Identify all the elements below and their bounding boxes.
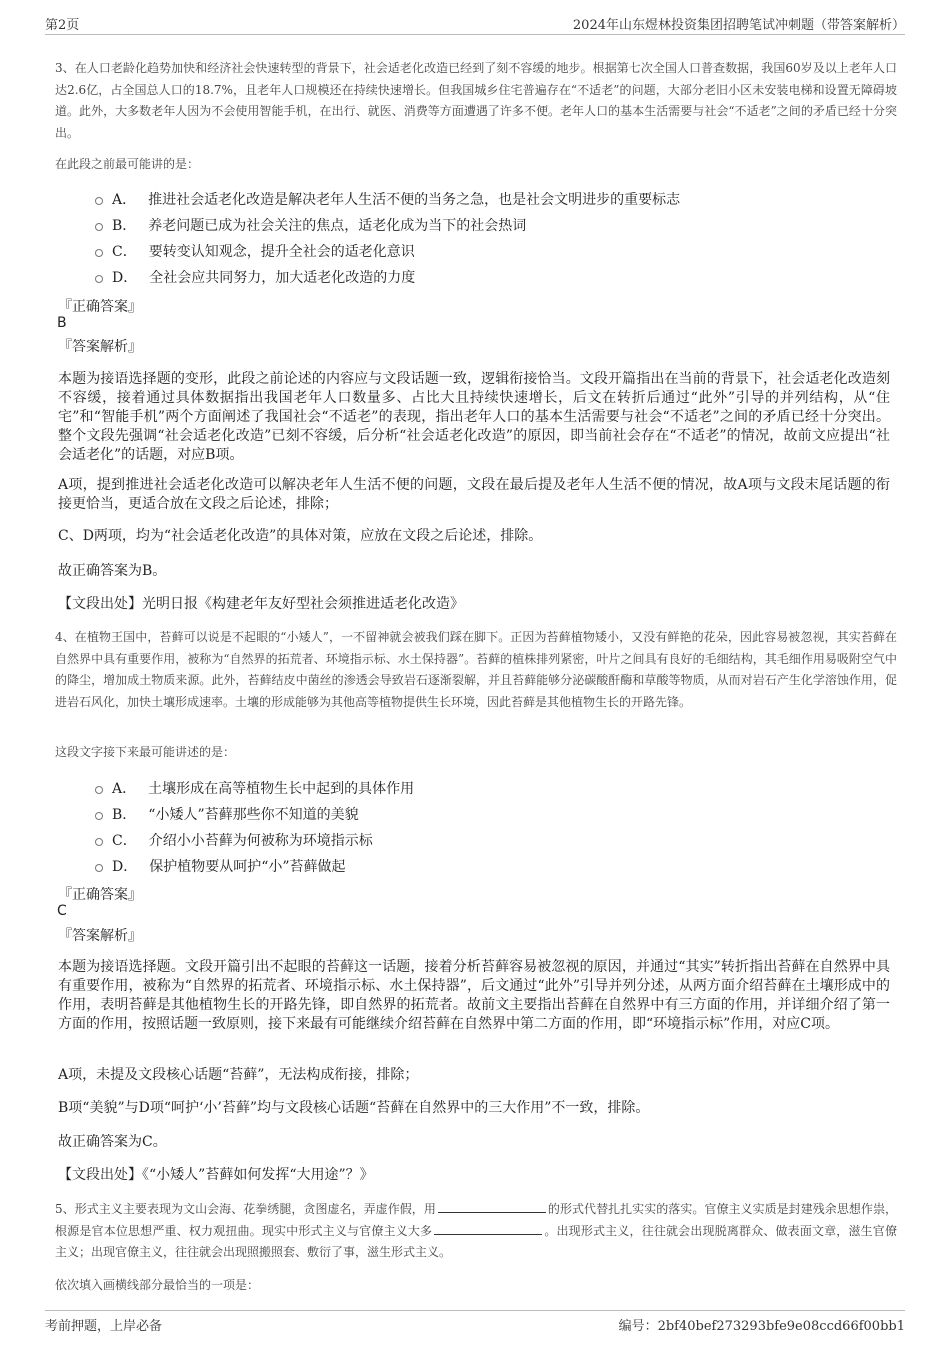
radio-icon[interactable] bbox=[95, 864, 103, 872]
fill-in-blank[interactable] bbox=[434, 1222, 542, 1235]
page-number: 第2页 bbox=[45, 18, 80, 33]
page-header bbox=[45, 10, 905, 35]
question-5-stem: 5、形式主义主要表现为文山会海、花拳绣腿，贪图虚名，弄虚作假，用 的形式代替扎扎实实的落实。官僚主义实质是封建残余思想作祟，根源是官本位思想严重、权力观扭曲。现实中形式主义与官僚主义大多 。出现形式主义，往往就会出现脱离群众、做表面文章，滋生官僚主义；出现官僚主义，往往就会出现照搬照套、敷衍了事，滋生形式主义。 bbox=[55, 1202, 897, 1259]
correct-answer-value: C bbox=[57, 903, 67, 919]
correct-answer-label: 『正确答案』 bbox=[58, 299, 142, 315]
radio-icon[interactable] bbox=[95, 786, 103, 794]
radio-icon[interactable] bbox=[95, 275, 103, 283]
radio-icon[interactable] bbox=[95, 197, 103, 205]
analysis-label: 『答案解析』 bbox=[58, 339, 142, 355]
option-c[interactable]: C． 介绍小小苔藓为何被称为环境指示标 bbox=[95, 827, 875, 853]
source-citation: 【文段出处】《“小矮人”苔藓如何发挥“大用途”？》 bbox=[58, 1167, 374, 1183]
option-d[interactable]: D． 保护植物要从呵护“小”苔藓做起 bbox=[95, 853, 875, 879]
page-footer bbox=[45, 1310, 905, 1335]
question-5-prompt: 依次填入画横线部分最恰当的一项是： bbox=[55, 1278, 260, 1292]
radio-icon[interactable] bbox=[95, 812, 103, 820]
option-c[interactable]: C． 要转变认知观念，提升全社会的适老化意识 bbox=[95, 238, 875, 264]
correct-answer-label: 『正确答案』 bbox=[58, 887, 142, 903]
question-4-stem: 4、在植物王国中，苔藓可以说是不起眼的“小矮人”，一不留神就会被我们踩在脚下。正因为苔藓植物矮小，又没有鲜艳的花朵，因此容易被忽视，其实苔藓在自然界中具有重要作用，被称为“自然界的拓荒者、环境指示标、水土保持器”。苔藓的植株排列紧密，叶片之间具有良好的毛细结构，其毛细作用易吸附空气中的降尘，增加成土物质来源。此外，苔藓结皮中菌丝的渗透会导致岩石逐渐裂解，并且苔藓能够分泌碳酸酐酶和草酸等物质，从而对岩石产生化学溶蚀作用，促进岩石风化，加快土壤形成速率。土壤的形成能够为其他高等植物提供生长环境，因此苔藓是其他植物生长的开路先锋。 bbox=[55, 630, 897, 709]
question-3-stem: 3、在人口老龄化趋势加快和经济社会快速转型的背景下，社会适老化改造已经到了刻不容缓的地步。根据第七次全国人口普查数据，我国60岁及以上老年人口达2.6亿，占全国总人口的18.7%，且老年人口规模还在持续快速增长。但我国城乡住宅普遍存在“不适老”的问题，大部分老旧小区未安装电梯和设置无障碍坡道。此外，大多数老年人因为不会使用智能手机，在出行、就医、消费等方面遭遇了许多不便。老年人口的基本生活需要与社会“不适老”之间的矛盾已经十分突出。 bbox=[55, 61, 897, 140]
analysis-paragraph: 本题为接语选择题。文段开篇引出不起眼的苔藓这一话题，接着分析苔藓容易被忽视的原因，并通过“其实”转折指出苔藓在自然界中具有重要作用，被称为“自然界的拓荒者、环境指示标、水土保持器”，后文通过“此外”引导并列分述，从两方面介绍苔藓在土壤形成中的作用，表明苔藓是其他植物生长的开路先锋，即自然界的拓荒者。故前文主要指出苔藓在自然界中有三方面的作用，并详细介绍了第一方面的作用，按照话题一致原则，接下来最有可能继续介绍苔藓在自然界中第二方面的作用，即“环境指示标”作用，对应C项。 bbox=[58, 959, 890, 1032]
analysis-paragraph: A项，提到推进社会适老化改造可以解决老年人生活不便的问题，文段在最后提及老年人生活不便的情况，故A项与文段末尾话题的衔接更恰当，更适合放在文段之后论述，排除； bbox=[58, 477, 890, 512]
correct-answer-value: B bbox=[57, 315, 67, 331]
radio-icon[interactable] bbox=[95, 223, 103, 231]
analysis-conclusion: 故正确答案为B。 bbox=[58, 563, 167, 579]
question-3-prompt: 在此段之前最可能讲的是： bbox=[55, 157, 200, 171]
analysis-label: 『答案解析』 bbox=[58, 928, 142, 944]
footer-slogan: 考前押题，上岸必备 bbox=[45, 1319, 163, 1334]
option-a[interactable]: A． 推进社会适老化改造是解决老年人生活不便的当务之急，也是社会文明进步的重要标志 bbox=[95, 186, 875, 212]
source-citation: 【文段出处】光明日报《构建老年友好型社会须推进适老化改造》 bbox=[58, 596, 464, 612]
question-4-prompt: 这段文字接下来最可能讲述的是： bbox=[55, 745, 236, 759]
option-a[interactable]: A． 土壤形成在高等植物生长中起到的具体作用 bbox=[95, 775, 875, 801]
analysis-paragraph: A项，未提及文段核心话题“苔藓”，无法构成衔接，排除； bbox=[58, 1067, 419, 1083]
document-code: 编号：2bf40bef273293bfe9e08ccd66f00bb1 bbox=[618, 1319, 905, 1334]
analysis-paragraph: C、D两项，均为“社会适老化改造”的具体对策，应放在文段之后论述，排除。 bbox=[58, 528, 543, 544]
analysis-conclusion: 故正确答案为C。 bbox=[58, 1134, 167, 1150]
option-b[interactable]: B． “小矮人”苔藓那些你不知道的美貌 bbox=[95, 801, 875, 827]
analysis-paragraph: 本题为接语选择题的变形，此段之前论述的内容应与文段话题一致，逻辑衔接恰当。文段开篇指出在当前的背景下，社会适老化改造刻不容缓，接着通过具体数据指出我国老年人口数量多、占比大且持续快速增长，后文在转折后通过“此外”引导的并列结构，从“住宅”和“智能手机”两个方面阐述了我国社会“不适老”的表现，指出老年人口的基本生活需要与社会“不适老”之间的矛盾已经十分突出。整个文段先强调“社会适老化改造”已刻不容缓，后分析“社会适老化改造”的原因，即当前社会存在“不适老”的情况，故前文应提出“社会适老化”的话题，对应B项。 bbox=[58, 371, 890, 463]
option-b[interactable]: B． 养老问题已成为社会关注的焦点，适老化成为当下的社会热词 bbox=[95, 212, 875, 238]
document-title: 2024年山东煜林投资集团招聘笔试冲刺题（带答案解析） bbox=[572, 18, 905, 33]
radio-icon[interactable] bbox=[95, 249, 103, 257]
analysis-paragraph: B项“美貌”与D项“呵护‘小’苔藓”均与文段核心话题“苔藓在自然界中的三大作用”不一致，排除。 bbox=[58, 1100, 650, 1116]
question-4-options bbox=[95, 775, 875, 879]
question-3-options bbox=[95, 186, 875, 290]
fill-in-blank[interactable] bbox=[438, 1200, 546, 1213]
option-d[interactable]: D． 全社会应共同努力，加大适老化改造的力度 bbox=[95, 264, 875, 290]
radio-icon[interactable] bbox=[95, 838, 103, 846]
